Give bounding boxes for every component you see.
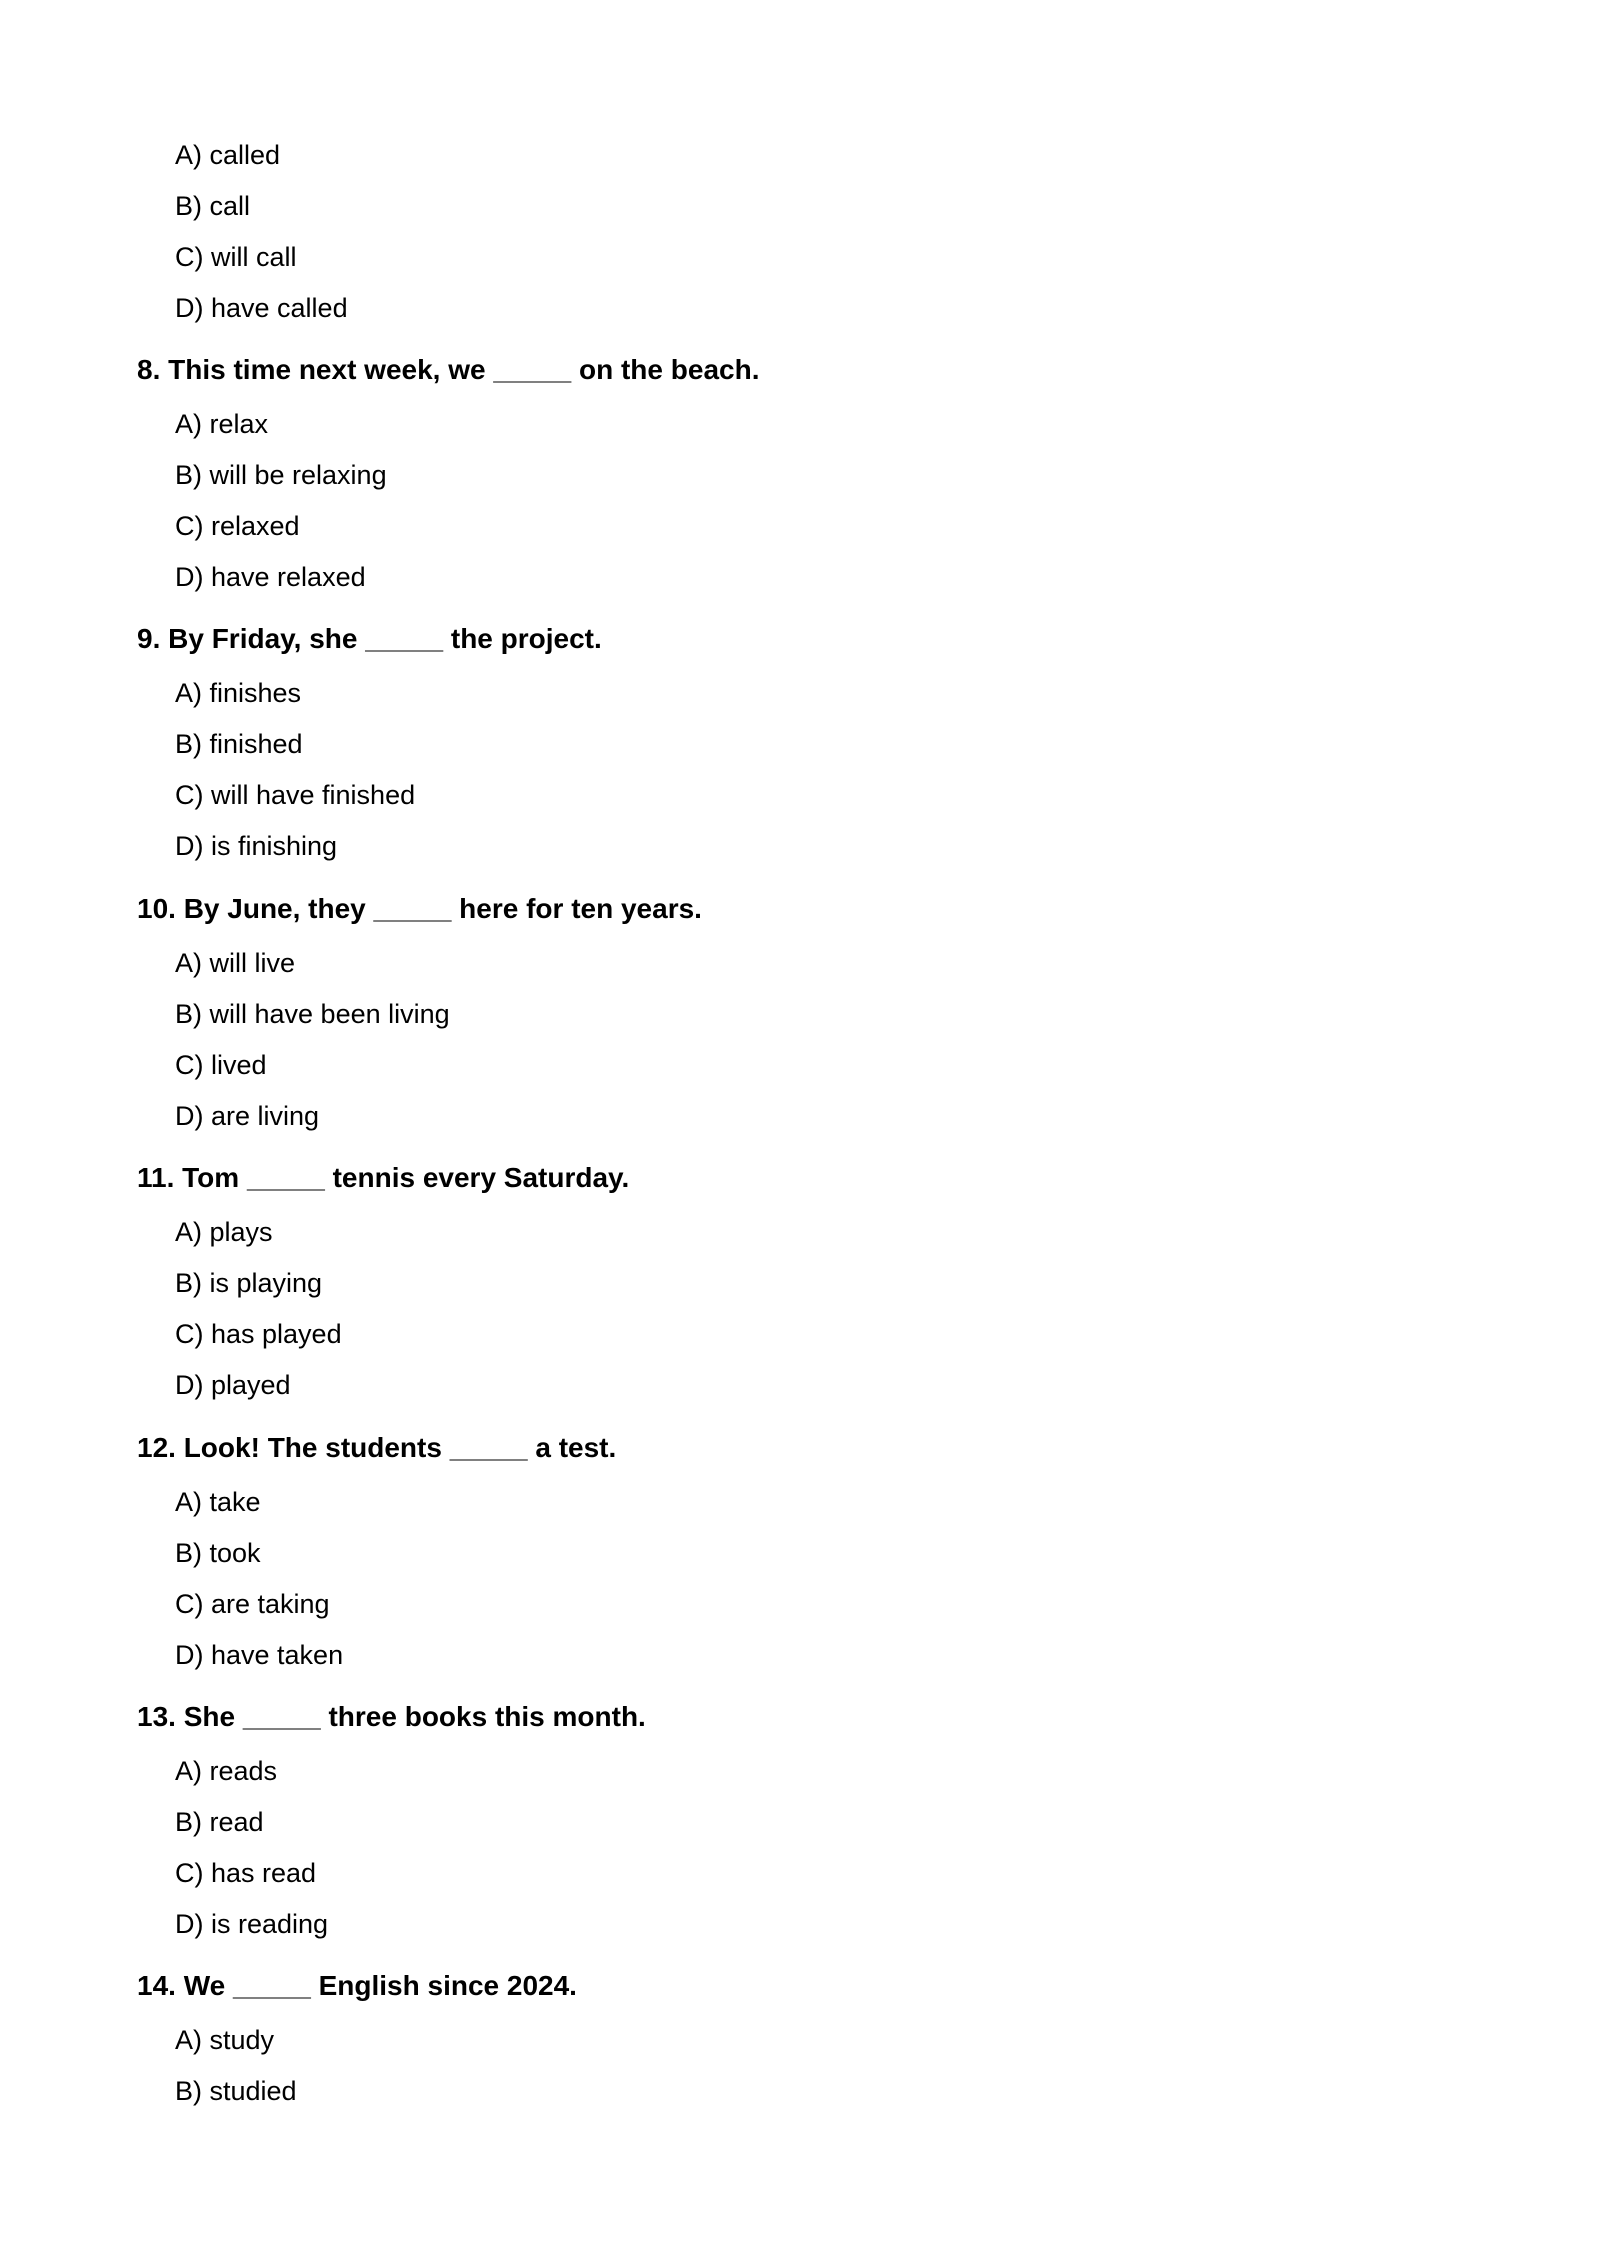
option-11-d: D) played	[175, 1370, 291, 1400]
option-7-c: C) will call	[175, 242, 297, 272]
question-13-text: 13. She _____ three books this month.	[137, 1701, 646, 1732]
question-9-text: 9. By Friday, she _____ the project.	[137, 623, 602, 654]
option-9-c: C) will have finished	[175, 780, 416, 810]
option-12-c: C) are taking	[175, 1589, 330, 1619]
option-11-c: C) has played	[175, 1319, 342, 1349]
option-10-b: B) will have been living	[175, 999, 450, 1029]
option-8-d: D) have relaxed	[175, 562, 366, 592]
option-9-d: D) is finishing	[175, 831, 338, 861]
option-12-b: B) took	[175, 1538, 261, 1568]
option-9-a: A) finishes	[175, 678, 302, 708]
option-7-a: A) called	[175, 140, 281, 170]
option-11-b: B) is playing	[175, 1268, 323, 1298]
option-13-b: B) read	[175, 1807, 264, 1837]
option-10-d: D) are living	[175, 1101, 320, 1131]
question-12-text: 12. Look! The students _____ a test.	[137, 1432, 617, 1463]
option-7-d: D) have called	[175, 293, 348, 323]
option-14-b: B) studied	[175, 2076, 297, 2106]
option-12-a: A) take	[175, 1487, 261, 1517]
option-12-d: D) have taken	[175, 1640, 344, 1670]
question-10-text: 10. By June, they _____ here for ten years.	[137, 893, 702, 924]
question-14-text: 14. We _____ English since 2024.	[137, 1970, 577, 2001]
option-10-c: C) lived	[175, 1050, 267, 1080]
option-8-b: B) will be relaxing	[175, 460, 387, 490]
question-8-text: 8. This time next week, we _____ on the beach.	[137, 354, 760, 385]
question-11-text: 11. Tom _____ tennis every Saturday.	[137, 1162, 630, 1193]
option-13-a: A) reads	[175, 1756, 278, 1786]
option-8-a: A) relax	[175, 409, 269, 439]
option-10-a: A) will live	[175, 948, 296, 978]
option-11-a: A) plays	[175, 1217, 273, 1247]
option-13-c: C) has read	[175, 1858, 317, 1888]
option-8-c: C) relaxed	[175, 511, 300, 541]
option-7-b: B) call	[175, 191, 251, 221]
option-13-d: D) is reading	[175, 1909, 329, 1939]
option-14-a: A) study	[175, 2025, 275, 2055]
option-9-b: B) finished	[175, 729, 303, 759]
